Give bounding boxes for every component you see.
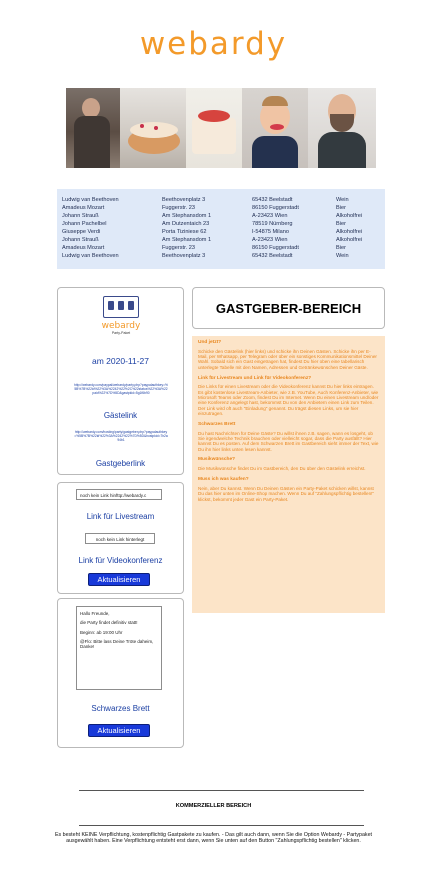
section-heading: Schwarzes Brett (198, 421, 236, 427)
livestream-label: Link für Livestream (86, 512, 155, 521)
table-cell: A-23423 Wien (252, 237, 288, 243)
table-cell: Wein (336, 197, 349, 203)
board-label: Schwarzes Brett (91, 704, 150, 713)
table-row (62, 244, 380, 252)
party-logo (101, 296, 141, 335)
videoconference-label: Link für Videokonferenz (78, 556, 163, 565)
table-cell: Alkoholfrei (336, 213, 363, 219)
table-cell: 65432 Beelstadt (252, 253, 293, 259)
section-text: Du hast Nachrichten für Deine Gäste? Du willst ihnen z.B. sagen, wann es losgeht, ob Sie irgendwelche Technik brauchen oder vielleicht sogar, dass die Party ausfällt? Hier kannst Du es posten. Auf dem Schwarzen Brett im Gastbereich sieht immer der Text, wie Du ihn hier links unten lesen kannst. (198, 430, 379, 452)
guest-link-url[interactable]: http://webardy.com/paypal/webardy/party.php?paypalauthkey=%5B%7B%22id%22%3A%2242%22%2C%22status%22%3A%22paid%22%7D%5D&gastpkid=5g1f6b90 (74, 383, 168, 396)
update-board-button[interactable]: Aktualisieren (88, 724, 150, 737)
host-link-label[interactable]: Gastgeberlink (95, 459, 146, 468)
update-links-button[interactable]: Aktualisieren (88, 573, 150, 586)
board-line: die Party findet definitiv statt! (80, 620, 138, 626)
table-cell: Am Stephansdom 1 (162, 213, 212, 219)
table-cell: Ludwig van Beethoven (62, 197, 119, 203)
table-cell: A-23423 Wien (252, 213, 288, 219)
table-cell: Alkoholfrei (336, 237, 363, 243)
table-row (62, 212, 380, 220)
brand-logo: webardy (139, 26, 288, 62)
table-cell: Bier (336, 205, 346, 211)
divider (79, 825, 364, 826)
section-text: Schicke den Gästelink (hier links) und schicke ihn Deinen Gästen. Schicke ihn per E-Mail, per Whatsapp, per Telegram oder über ein sonstiges Kommunikationsmittel Deiner Wahl. Sobald sich ein Gast eingetragen hat, findest Du hier oben eine tabellarisch unterlegte Tabelle mit den Namen, Adressen und Getränkewünschen Deiner Gäste. (198, 348, 377, 370)
section-text: Die Links für einen Livestream oder die Videokonferenz kannst Du hier links eintragen. Es gibt kostenlose Livestream-Anbieter, wie z.B. YouTube, Auch Konferenz-Anbieter, wie Microsoft Teams oder Zoom, findest Du im Internet. Wenn Du einen Livestream und/oder eine Konferenz angelegt hast, bekommst Du von den Anbietern einen Link zum Teilen. Der Link wird oft auch "Einladung" genannt. Du trägst diesen Links, um sie hier einzutragen. (198, 384, 379, 416)
table-row (62, 220, 380, 228)
guest-table (62, 196, 380, 260)
board-line: @Flo: Bitte lass Deine Tröte daheim, Danke! (80, 639, 154, 650)
section-heading: Muss ich was kaufen? (198, 477, 249, 483)
board-line: Beginn: ab 19:00 Uhr (80, 629, 123, 635)
table-cell: 86150 Fuggerstadt (252, 245, 299, 251)
table-row (62, 228, 380, 236)
party-people-icon (103, 296, 139, 318)
table-cell: Am Dutzentaich 23 (162, 221, 210, 227)
header-photo-strip (66, 88, 376, 168)
child-photo (242, 88, 308, 168)
man-photo (308, 88, 376, 168)
table-cell: Fuggerstr. 23 (162, 205, 195, 211)
section-text: Die Musikwünsche findet Du im Gastbereich, den Du über den Gästelink erreichst. (198, 466, 366, 472)
host-instructions (192, 336, 385, 613)
commercial-disclaimer: Es besteht KEINE Verpflichtung, kostenpflichtig Gastpakete zu kaufen. - Das gilt auch dann, wenn Sie die Option Webardy - Partypaket ausgewählt haben. Eine Verpflichtung entsteht erst dann, wenn Sie unten auf den Button "Zahlungspflichtig bestellen" klicken. (54, 832, 372, 845)
section-heading: Musikwünsche? (198, 457, 236, 463)
table-row (62, 196, 380, 204)
table-cell: Amadeus Mozart (62, 245, 105, 251)
table-cell: Beethovenplatz 3 (162, 253, 206, 259)
table-cell: Fuggerstr. 23 (162, 245, 195, 251)
cake-photo (120, 88, 186, 168)
party-date: am 2020-11-27 (91, 356, 150, 366)
guest-link-label[interactable]: Gästelink (103, 411, 138, 420)
person-photo (66, 88, 120, 168)
table-row (62, 252, 380, 260)
board-line: Hallo Freunde, (80, 611, 110, 616)
party-logo-subtitle: Party-Paket (111, 331, 131, 335)
table-cell: Alkoholfrei (336, 229, 363, 235)
table-cell: Johann Strauß (62, 213, 99, 219)
table-cell: Am Stephansdom 1 (162, 237, 212, 243)
party-logo-name: webardy (101, 321, 141, 331)
table-cell: Johann Pachelbel (62, 221, 107, 227)
board-textarea[interactable] (76, 606, 162, 690)
table-cell: Johann Strauß (62, 237, 99, 243)
divider (79, 790, 364, 791)
cake-photo (186, 88, 242, 168)
table-cell: Giuseppe Verdi (62, 229, 101, 235)
videoconference-link-input[interactable]: noch kein Link hinterlegt (85, 533, 155, 544)
table-cell: Bier (336, 221, 346, 227)
livestream-link-input[interactable]: noch kein Link hinfttp://webardy.c (76, 489, 162, 500)
table-cell: Beethovenplatz 3 (162, 197, 206, 203)
table-cell: Wein (336, 253, 349, 259)
host-area-title: GASTGEBER-BEREICH (192, 287, 385, 329)
table-cell: Porta Tiziniese 62 (162, 229, 207, 235)
table-cell: 86150 Fuggerstadt (252, 205, 299, 211)
table-cell: 65432 Beelstadt (252, 197, 293, 203)
table-cell: I-54875 Milano (252, 229, 290, 235)
table-cell: Bier (336, 245, 346, 251)
section-heading: Und jetzt? (198, 340, 222, 345)
table-row (62, 236, 380, 244)
table-cell: Ludwig van Beethoven (62, 253, 119, 259)
table-cell: 78519 Nürnberg (252, 221, 293, 227)
section-heading: Link für Livestream und Link für Videokonferenz? (198, 375, 312, 381)
host-link-url[interactable]: http://webardy.com/hosting/party/gastgeber.php?paypalauthkey=%5B%7B%22id%22%3A%2242%22%7D%5D&hostpkid=7h2a94b1 (74, 430, 168, 443)
commercial-title: KOMMERZIELLER BEREICH (175, 803, 252, 809)
section-text: Nein, aber Du kannst. Wenn Du Deinen Gästen ein Party-Paket schicken willst, kannst Du das hier unten im Online-Shop machen. Wenn Du auf "Zahlungspflichtig bestellen!" klickst, bekommt jeder Gast ein Party-Paket. (198, 485, 375, 502)
table-row (62, 204, 380, 212)
table-cell: Amadeus Mozart (62, 205, 105, 211)
